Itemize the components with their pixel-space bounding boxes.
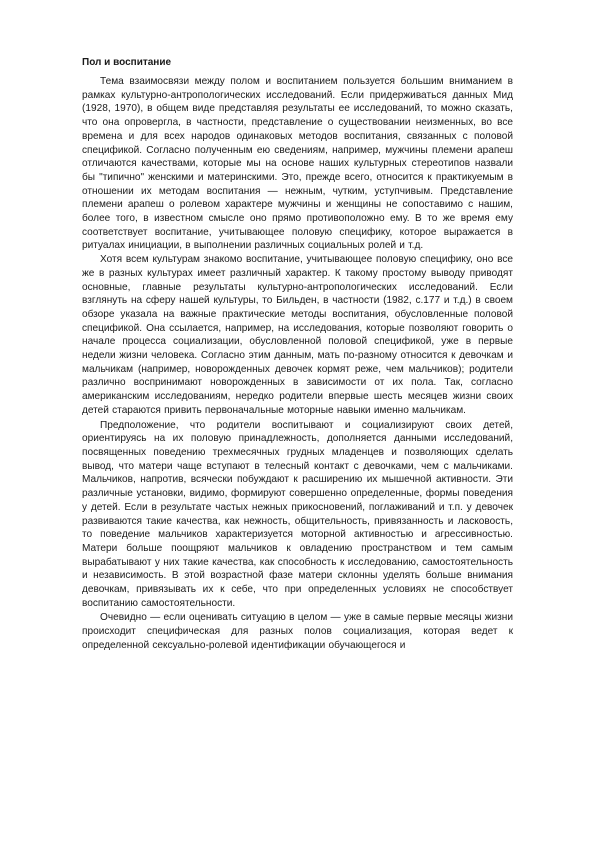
paragraph-2: Хотя всем культурам знакомо воспитание, учитывающее половую специфику, оно все же в разных культурах имеет различный характер. К такому простому выводу приводят основные, главные результаты культурно-антропологических исследований. Если взглянуть на сферу нашей культуры, то Бильден, в частности (1982, с.177 и т.д.) в своем обзоре указала на важные практические методы воспитания, обусловленные половой спецификой. Она ссылается, например, на исследования, которые позволяют говорить о начале процесса социализации, обусловленной половой спецификой, уже в первые недели жизни человека. Согласно этим данным, мать по-разному относится к девочкам и мальчикам (например, новорожденных девочек кормят реже, чем мальчиков); родители различно воспринимают новорожденных в зависимости от их пола. Так, согласно американским исследованиям, нередко родители впервые шесть месяцев жизни своих детей стараются привить первоначальные моторные навыки именно мальчикам.	[82, 254, 513, 416]
paragraph-3: Предположение, что родители воспитывают и социализируют своих детей, ориентируясь на их половую принадлежность, дополняется данными исследований, посвященных поведению трехмесячных грудных младенцев и позволяющих сделать вывод, что матери чаще вступают в телесный контакт с девочками, чем с мальчиками. Мальчиков, напротив, всячески побуждают к расширению их мышечной активности. Эти различные установки, видимо, формируют совершенно определенные, формы поведения у детей. Если в результате частых нежных прикосновений, поглаживаний и т.п. у девочек развиваются такие качества, как нежность, общительность, привязанность и ласковость, то поведение мальчиков характеризуется моторной активностью и агрессивностью. Матери больше поощряют мальчиков к овладению пространством и тем самым вырабатывают у них такие качества, как способность к исследованию, самостоятельность и независимость. В этой возрастной фазе матери склонны уделять больше внимания девочкам, привязывать их к себе, что при определенных условиях не способствует воспитанию самостоятельности.	[82, 419, 513, 609]
section-title: Пол и воспитание	[82, 57, 172, 68]
paragraph-1: Тема взаимосвязи между полом и воспитанием пользуется большим вниманием в рамках культурно-антропологических исследований. Если придерживаться данных Мид (1928, 1970), в общем виде представляя результаты ее исследований, то можно сказать, что она опровергла, в частности, представление о существовании неизменных, во все времена и для всех народов одинаковых методов воспитания, связанных с половой спецификой. Согласно полученным ею сведениям, например, мужчины племени арапеш отличаются качествами, которые мы на основе наших культурных стереотипов назвали бы "типично" женскими и материнскими. Это, прежде всего, относится к практикуемым в отношении их методам воспитания — нежным, чутким, уступчивым. Представление племени арапеш о ролевом характере мужчины и женщины не сопоставимо с нашим, более того, в известном смысле оно прямо противоположно ему. В то же время ему соответствует воспитание, учитывающее половую специфику, которое выражается в ритуалах инициации, в выполнении различных социальных ролей и т.д.	[82, 76, 513, 252]
paragraph-4: Очевидно — если оценивать ситуацию в целом — уже в самые первые месяцы жизни происходит специфическая для разных полов социализация, которая ведет к определенной сексуально-ролевой идентификации обучающегося и	[82, 612, 513, 651]
